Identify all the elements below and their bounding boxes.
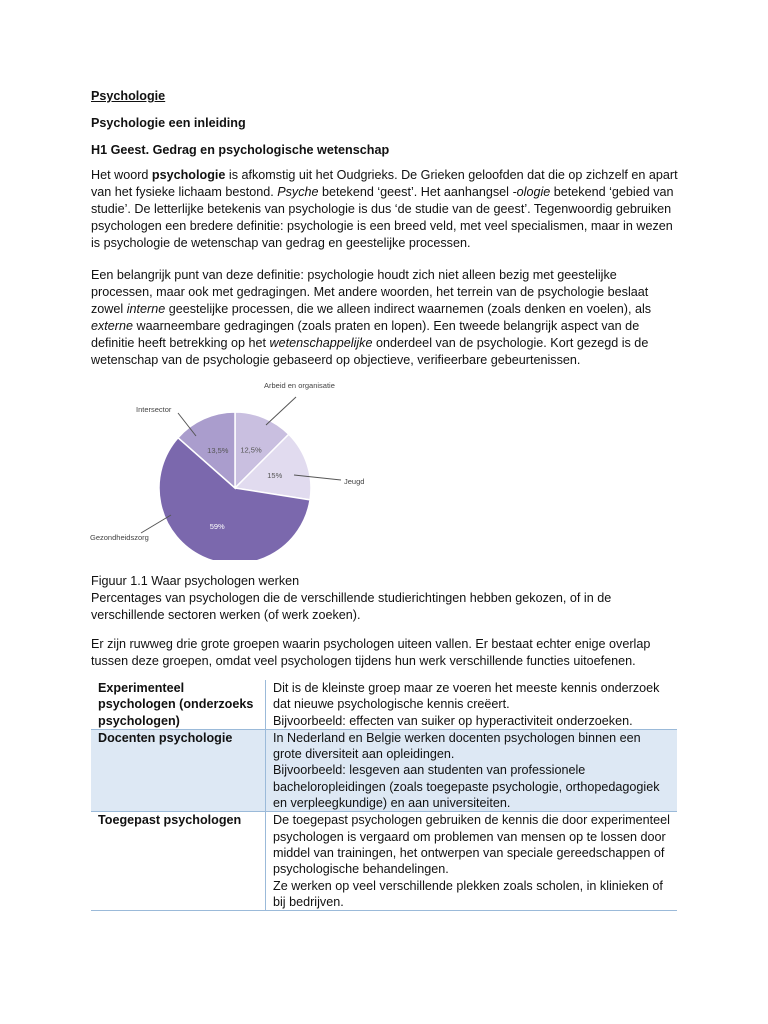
table-row bbox=[91, 680, 677, 729]
group-name: Toegepast psychologen bbox=[91, 812, 266, 911]
intro-paragraph-1 bbox=[91, 167, 681, 252]
keyword-ologie: -ologie bbox=[512, 185, 551, 199]
pie-category-label-0: Arbeid en organisatie bbox=[264, 381, 335, 390]
pie-value-label-2: 59% bbox=[209, 521, 225, 531]
description-line: Bijvoorbeeld: lesgeven aan studenten van professionele bacheloropleidingen (zoals toegepaste psychologie, orthopedagogiek en verpleegkundige) en aan universiteiten. bbox=[273, 763, 660, 811]
chapter-heading: H1 Geest. Gedrag en psychologische wetenschap bbox=[91, 143, 390, 157]
pie-chart-svg bbox=[86, 380, 386, 560]
keyword-wetenschappelijke: wetenschappelijke bbox=[269, 336, 373, 350]
groups-intro-paragraph: Er zijn ruwweg drie grote groepen waarin psychologen uiteen vallen. Er bestaat echter enige overlap tussen deze groepen, omdat veel psychologen tijdens hun werk verschillende functies uitoefenen. bbox=[91, 637, 651, 668]
group-description bbox=[266, 680, 678, 729]
text-run: betekend ‘geest’. Het aanhangsel bbox=[318, 185, 513, 199]
keyword-externe: externe bbox=[91, 319, 134, 333]
description-line: Bijvoorbeeld: effecten van suiker op hyperactiviteit onderzoeken. bbox=[273, 713, 633, 728]
text-run: Het woord bbox=[91, 168, 152, 182]
leader-line-arbeid bbox=[266, 397, 296, 425]
description-line: In Nederland en Belgie werken docenten psychologen binnen een grote diversiteit aan opleidingen. bbox=[273, 730, 641, 762]
keyword-psychologie: psychologie bbox=[151, 168, 226, 182]
group-name: Experimenteel psychologen (onderzoeks psychologen) bbox=[91, 680, 266, 729]
description-line: Dit is de kleinste groep maar ze voeren het meeste kennis onderzoek dat nieuwe psychologische kennis creëert. bbox=[273, 681, 660, 712]
document-title: Psychologie bbox=[91, 89, 166, 103]
figure-caption bbox=[91, 573, 681, 624]
text-run: onderdeel van de psychologie. Kort gezegd is de wetenschap van de psychologie gebaseerd op objectieve, verifieerbare gebeurtenissen. bbox=[91, 336, 649, 367]
document-subtitle: Psychologie een inleiding bbox=[91, 116, 246, 130]
pie-category-label-3: Intersector bbox=[136, 405, 172, 414]
description-line: Ze werken op veel verschillende plekken zoals scholen, in klinieken of bij bedrijven. bbox=[273, 878, 663, 909]
text-run: is afkomstig uit het Oudgrieks. De Grieken geloofden dat die op zichzelf en apart van het fysieke lichaam bestond. bbox=[91, 168, 678, 199]
text-run: Een belangrijk punt van deze definitie: psychologie houdt zich niet alleen bezig met geestelijke processen, maar ook met gedragingen. Met andere woorden, het terrein van de psychologie beslaat zowel bbox=[91, 268, 649, 316]
table-row bbox=[91, 812, 677, 911]
figure-caption-text: Percentages van psychologen die de verschillende studierichtingen hebben gekozen, of in de verschillende sectoren werken (of werk zoeken). bbox=[91, 591, 612, 622]
text-run: geestelijke processen, die we alleen indirect waarnemen (zoals denken en voelen), als bbox=[165, 302, 652, 316]
table-row bbox=[91, 729, 677, 811]
group-description bbox=[266, 729, 678, 811]
figure-caption-title: Figuur 1.1 Waar psychologen werken bbox=[91, 574, 300, 588]
description-line: De toegepast psychologen gebruiken de kennis die door experimenteel psychologen is vergaard om problemen van mensen op te lossen door middel van trainingen, het ontwerpen van speciale gereedschappen of psychologische behandelingen. bbox=[273, 813, 670, 877]
leader-line-gezondheidszorg bbox=[141, 515, 171, 533]
keyword-psyche: Psyche bbox=[277, 185, 319, 199]
text-run: betekend ‘gebied van studie’. De letterlijke betekenis van psychologie is dus ‘de studie van de geest’. Tegenwoordig gebruiken psychologen een bredere definitie: psychologie is een breed veld, met veel specialismen, maar in wezen is psychologie de wetenschap van gedrag en geestelijke processen. bbox=[91, 185, 674, 250]
intro-paragraph-2 bbox=[91, 267, 681, 369]
pie-category-label-1: Jeugd bbox=[344, 477, 365, 486]
group-name: Docenten psychologie bbox=[91, 729, 266, 811]
pie-value-label-1: 15% bbox=[267, 471, 283, 481]
pie-category-label-2: Gezondheidszorg bbox=[90, 533, 149, 542]
group-description bbox=[266, 812, 678, 911]
pie-value-label-3: 13,5% bbox=[207, 445, 229, 455]
keyword-interne: interne bbox=[126, 302, 166, 316]
pie-chart bbox=[86, 380, 386, 560]
psychologist-groups-table bbox=[91, 680, 677, 911]
pie-value-label-0: 12,5% bbox=[240, 445, 262, 455]
text-run: waarneembare gedragingen (zoals praten en lopen). Een tweede belangrijk aspect van de definitie heeft betrekking op het bbox=[91, 319, 640, 350]
